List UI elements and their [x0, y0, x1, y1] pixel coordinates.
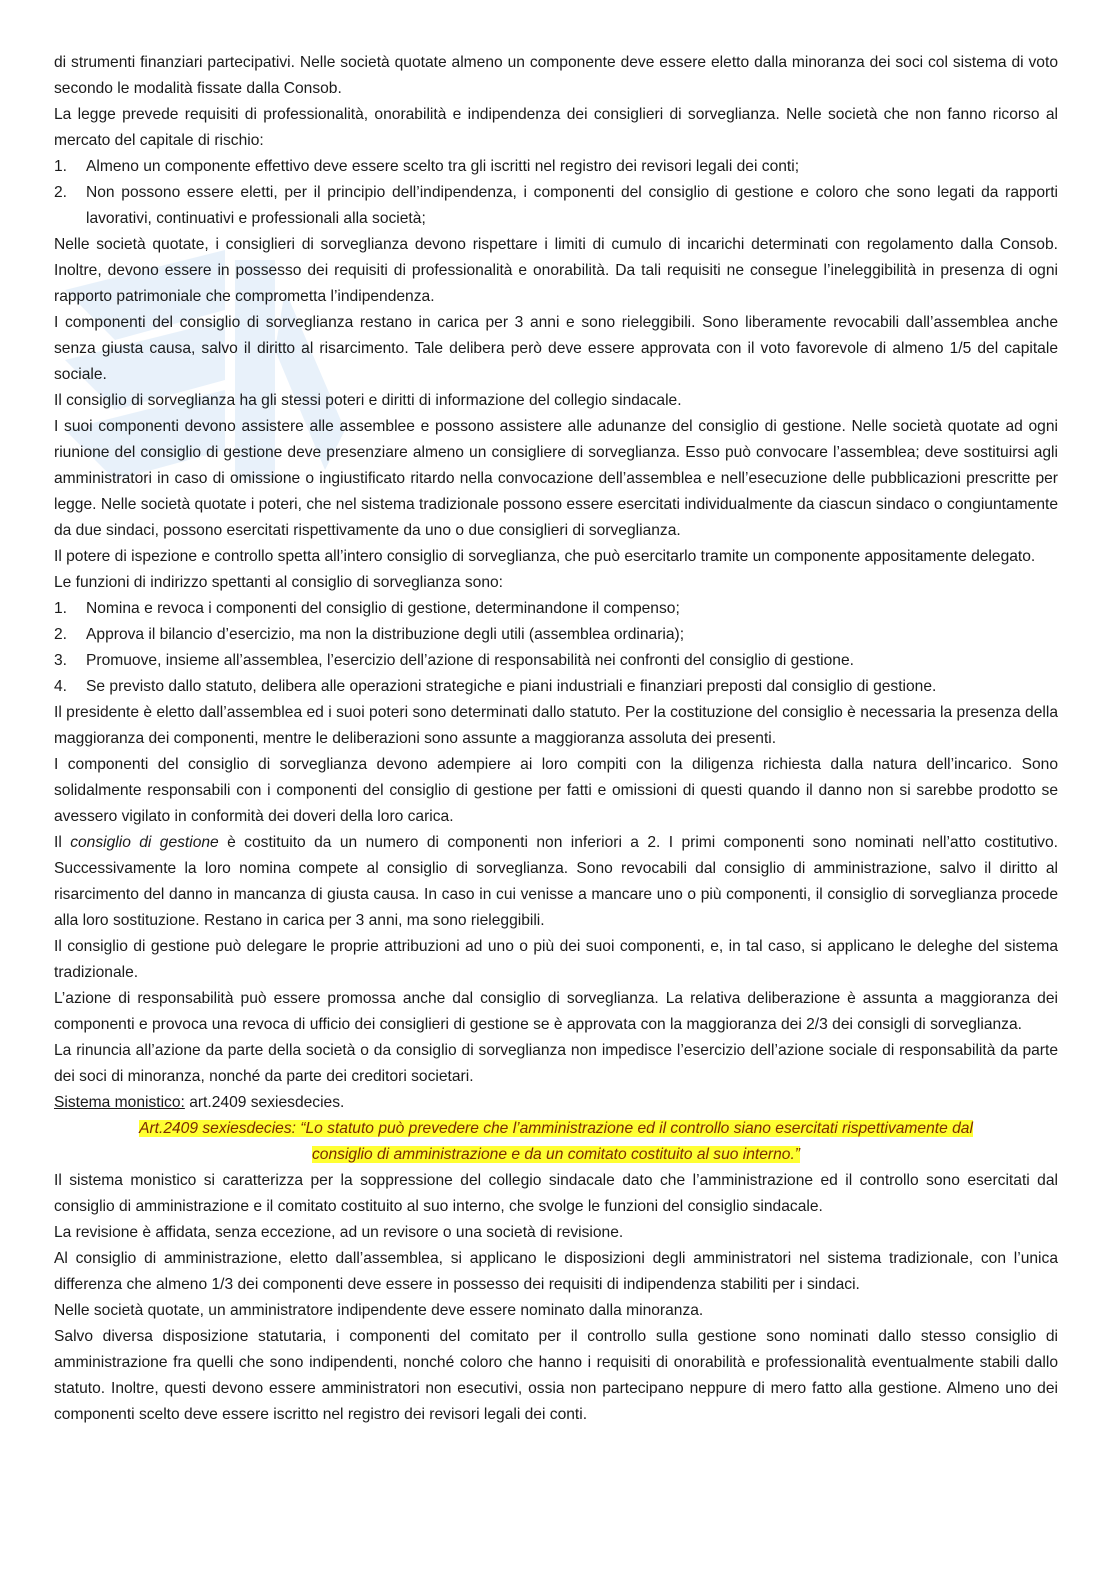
highlighted-quote-line-1: Art.2409 sexiesdecies: “Lo statuto può prevedere che l’amministrazione ed il controllo siano esercitati rispettivamente dal — [139, 1120, 973, 1137]
paragraph: La rinuncia all’azione da parte della società o da consiglio di sorveglianza non impedisce l’esercizio dell’azione sociale di responsabilità da parte dei soci di minoranza, nonché da parte dei creditori societari. — [54, 1042, 1058, 1085]
paragraph: di strumenti finanziari partecipativi. Nelle società quotate almeno un componente deve essere eletto dalla minoranza dei soci col sistema di voto secondo le modalità fissate dalla Consob. — [54, 54, 1058, 97]
list-text: Se previsto dallo statuto, delibera alle operazioni strategiche e piani industriali e finanziari preposti dal consiglio di gestione. — [86, 678, 937, 695]
text-run: è costituito da un numero di componenti non inferiori a 2. I primi componenti sono nominati nell’atto costitutivo. Successivamente la loro nomina compete al consiglio di sorveglianza. Sono revocabili dal consiglio di amministrazione, salvo il diritto al risarcimento del danno in mancanza di giusta causa. In caso in cui venisse a mancare uno o più componenti, il consiglio di sorveglianza procede alla loro sostituzione. Restano in carica per 3 anni, ma sono rieleggibili. — [54, 834, 1058, 929]
section-heading — [54, 1090, 1058, 1116]
paragraph: Il consiglio di sorveglianza ha gli stessi poteri e diritti di informazione del collegio sindacale. — [54, 392, 682, 409]
italic-term: consiglio di gestione — [70, 834, 219, 851]
list-number: 1. — [54, 600, 68, 617]
paragraph: Le funzioni di indirizzo spettanti al consiglio di sorveglianza sono: — [54, 574, 504, 591]
list-number: 2. — [54, 626, 68, 643]
list-number: 2. — [54, 184, 68, 201]
list-text: Nomina e revoca i componenti del consiglio di gestione, determinandone il compenso; — [86, 600, 680, 617]
list-item — [54, 648, 1058, 674]
list-number: 1. — [54, 158, 68, 175]
paragraph: I componenti del consiglio di sorveglianza devono adempiere ai loro compiti con la diligenza richiesta dalla natura dell’incarico. Sono solidalmente responsabili con i componenti del consiglio di gestione per fatti e omissioni di questi quando il danno non si sarebbe prodotto se avessero vigilato in conformità dei doveri della loro carica. — [54, 756, 1058, 825]
paragraph: Il sistema monistico si caratterizza per la soppressione del collegio sindacale dato che l’amministrazione ed il controllo sono esercitati dal consiglio di amministrazione e il comitato costituito al suo interno, che svolge le funzioni del consiglio sindacale. — [54, 1172, 1058, 1215]
list-item — [54, 674, 1058, 700]
paragraph: La legge prevede requisiti di professionalità, onorabilità e indipendenza dei consiglieri di sorveglianza. Nelle società che non fanno ricorso al mercato del capitale di rischio: — [54, 106, 1058, 149]
paragraph: Al consiglio di amministrazione, eletto dall’assemblea, si applicano le disposizioni degli amministratori nel sistema tradizionale, con l’unica differenza che almeno 1/3 dei componenti deve essere in possesso dei requisiti di indipendenza stabiliti per i sindaci. — [54, 1250, 1058, 1293]
list-number: 3. — [54, 652, 68, 669]
paragraph: Il consiglio di gestione può delegare le proprie attribuzioni ad uno o più dei suoi componenti, e, in tal caso, si applicano le deleghe del sistema tradizionale. — [54, 938, 1058, 981]
list-text: Promuove, insieme all’assemblea, l’esercizio dell’azione di responsabilità nei confronti del consiglio di gestione. — [86, 652, 854, 669]
list-item — [54, 596, 1058, 622]
list-text: Approva il bilancio d’esercizio, ma non la distribuzione degli utili (assemblea ordinaria); — [86, 626, 685, 643]
list-number: 4. — [54, 678, 68, 695]
paragraph: I componenti del consiglio di sorveglianza restano in carica per 3 anni e sono rieleggibili. Sono liberamente revocabili dall’assemblea anche senza giusta causa, salvo il diritto al risarcimento. Tale delibera però deve essere approvata con il voto favorevole di almeno 1/5 del capitale sociale. — [54, 314, 1058, 383]
paragraph: L’azione di responsabilità può essere promossa anche dal consiglio di sorveglianza. La relativa deliberazione è assunta a maggioranza dei componenti e provoca una revoca di ufficio dei consiglieri di gestione se è approvata con la maggioranza dei 2/3 dei consigli di sorveglianza. — [54, 990, 1058, 1033]
paragraph-consiglio-gestione — [54, 830, 1058, 934]
list-text: Almeno un componente effettivo deve essere scelto tra gli iscritti nel registro dei revisori legali dei conti; — [86, 158, 800, 175]
quoted-article — [54, 1116, 1058, 1168]
paragraph: Nelle società quotate, i consiglieri di sorveglianza devono rispettare i limiti di cumulo di incarichi determinati con regolamento dalla Consob. Inoltre, devono essere in possesso dei requisiti di professionalità e onorabilità. Da tali requisiti ne consegue l’ineleggibilità in presenza di ogni rapporto patrimoniale che comprometta l’indipendenza. — [54, 236, 1058, 305]
paragraph: Nelle società quotate, un amministratore indipendente deve essere nominato dalla minoranza. — [54, 1302, 704, 1319]
list-item — [54, 154, 1058, 180]
list-item — [54, 180, 1058, 232]
list-text: Non possono essere eletti, per il principio dell’indipendenza, i componenti del consiglio di gestione e coloro che sono legati da rapporti lavorativi, continuativi e professionali alla società; — [86, 184, 1058, 227]
paragraph: Il potere di ispezione e controllo spetta all’intero consiglio di sorveglianza, che può esercitarlo tramite un componente appositamente delegato. — [54, 548, 1036, 565]
highlighted-quote-line-2: consiglio di amministrazione e da un comitato costituito al suo interno.” — [312, 1146, 800, 1163]
text-run: Il — [54, 834, 71, 851]
paragraph: I suoi componenti devono assistere alle assemblee e possono assistere alle adunanze del consiglio di gestione. Nelle società quotate ad ogni riunione del consiglio di gestione deve presenziare almeno un consigliere di sorveglianza. Esso può convocare l’assemblea; deve sostituirsi agli amministratori in caso di omissione o ingiustificato ritardo nella convocazione dell’assemblea e nell’esecuzione delle pubblicazioni prescritte per legge. Nelle società quotate i poteri, che nel sistema tradizionale possono essere esercitati individualmente da ciascun sindaco o congiuntamente da due sindaci, possono esercitati rispettivamente da uno o due consiglieri di sorveglianza. — [54, 418, 1058, 539]
list-item — [54, 622, 1058, 648]
paragraph: La revisione è affidata, senza eccezione, ad un revisore o una società di revisione. — [54, 1224, 624, 1241]
paragraph: Salvo diversa disposizione statutaria, i componenti del comitato per il controllo sulla gestione sono nominati dallo stesso consiglio di amministrazione fra quelli che sono indipendenti, nonché coloro che hanno i requisiti di onorabilità e professionalità eventualmente stabili dallo statuto. Inoltre, questi devono essere amministratori non esecutivi, ossia non partecipano neppure di mero fatto alla gestione. Almeno uno dei componenti scelto deve essere iscritto nel registro dei revisori legali dei conti. — [54, 1328, 1058, 1423]
underlined-heading: Sistema monistico: — [54, 1094, 185, 1111]
paragraph: Il presidente è eletto dall’assemblea ed i suoi poteri sono determinati dallo statuto. Per la costituzione del consiglio è necessaria la presenza della maggioranza dei componenti, mentre le deliberazioni sono assunte a maggioranza assoluta dei presenti. — [54, 704, 1058, 747]
text-run: art.2409 sexiesdecies. — [184, 1094, 345, 1111]
document-body — [54, 50, 1058, 1428]
